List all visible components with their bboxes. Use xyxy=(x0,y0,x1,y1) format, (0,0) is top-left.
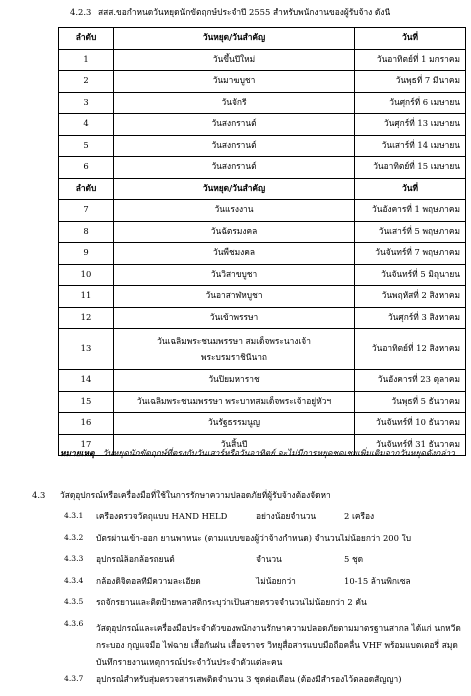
row-no: 17 xyxy=(59,434,114,456)
row-date: วันอาทิตย์ที่ 15 เมษายน xyxy=(355,157,466,179)
row-name: วันรัฐธรรมนูญ xyxy=(114,413,355,435)
table-row xyxy=(59,370,466,392)
item-text: วัสดุอุปกรณ์และเครื่องมือประจำตัวของพนักงานรักษาความปลอดภัยตามมาตรฐานสากล ได้แก่ นกหวีด กระบอง กุญแจมือ ไฟฉาย เสื้อกันฝน เสื้อจราจร วิทยุสื่อสารแบบมือถือคลื่น VHF พร้อมแบตเตอรี่ สมุดบันทึกรายงานเหตุการณ์ประจำวันประจำตัวแต่ละคน xyxy=(96,620,466,671)
header-name: วันหยุด/วันสำคัญ xyxy=(114,178,355,200)
row-no: 11 xyxy=(59,286,114,308)
row-name: วันปิยมหาราช xyxy=(114,370,355,392)
list-item xyxy=(64,675,466,696)
row-no: 15 xyxy=(59,391,114,413)
row-date: วันอังคารที่ 23 ตุลาคม xyxy=(355,370,466,392)
item-qualifier: อย่างน้อยจำนวน xyxy=(256,512,344,522)
item-qualifier: จำนวน xyxy=(256,555,344,565)
row-no: 10 xyxy=(59,264,114,286)
item-number: 4.3.3 xyxy=(64,555,94,564)
row-date: วันพุธที่ 5 ธันวาคม xyxy=(355,391,466,413)
list-item xyxy=(64,577,466,599)
row-date: วันจันทร์ที่ 31 ธันวาคม xyxy=(355,434,466,456)
row-name: วันสงกรานต์ xyxy=(114,114,355,136)
header-no: ลำดับ xyxy=(59,178,114,200)
item-quantity: 10-15 ล้านพิกเซล xyxy=(344,577,411,586)
table-row xyxy=(59,243,466,265)
table-row xyxy=(59,157,466,179)
table-row xyxy=(59,92,466,114)
header-no: ลำดับ xyxy=(59,28,114,50)
item-desc: อุปกรณ์ล็อกล้อรถยนต์ xyxy=(96,555,256,565)
item-number: 4.3.2 xyxy=(64,534,94,543)
table-row xyxy=(59,114,466,136)
table-row xyxy=(59,200,466,222)
holiday-table xyxy=(58,27,466,456)
header-date: วันที่ xyxy=(355,178,466,200)
table-row xyxy=(59,307,466,329)
list-item xyxy=(64,598,466,620)
row-date: วันพฤหัสที่ 2 สิงหาคม xyxy=(355,286,466,308)
row-no: 9 xyxy=(59,243,114,265)
equipment-list xyxy=(64,512,466,696)
table-row xyxy=(59,391,466,413)
section-heading xyxy=(32,491,468,501)
section-text: วัสดุอุปกรณ์หรือเครื่องมือที่ใช้ในการรักษาความปลอดภัยที่ผู้รับจ้างต้องจัดหา xyxy=(60,490,331,500)
caption-text: สสส.ขอกำหนดวันหยุดนักขัตฤกษ์ประจำปี 2555 สำหรับพนักงานของผู้รับจ้าง ดังนี้ xyxy=(98,8,390,17)
row-date: วันศุกร์ที่ 6 เมษายน xyxy=(355,92,466,114)
table-caption xyxy=(70,8,465,18)
row-no: 16 xyxy=(59,413,114,435)
list-item xyxy=(64,620,466,671)
item-text xyxy=(96,512,466,522)
table-header-row xyxy=(59,178,466,200)
row-date: วันพุธที่ 7 มีนาคม xyxy=(355,71,466,93)
row-name: วันอาสาฬหบูชา xyxy=(114,286,355,308)
row-date: วันอาทิตย์ที่ 1 มกราคม xyxy=(355,49,466,71)
note-label: หมายเหตุ xyxy=(60,448,94,458)
list-item xyxy=(64,555,466,577)
row-date: วันศุกร์ที่ 3 สิงหาคม xyxy=(355,307,466,329)
header-name: วันหยุด/วันสำคัญ xyxy=(114,28,355,50)
row-name-line: วันเฉลิมพระชนมพรรษา สมเด็จพระนางเจ้า xyxy=(119,333,349,349)
row-name: วันเข้าพรรษา xyxy=(114,307,355,329)
item-text xyxy=(96,555,466,565)
row-no: 7 xyxy=(59,200,114,222)
row-no: 8 xyxy=(59,221,114,243)
row-name: วันพืชมงคล xyxy=(114,243,355,265)
row-date: วันอังคารที่ 1 พฤษภาคม xyxy=(355,200,466,222)
table-row xyxy=(59,413,466,435)
table-row xyxy=(59,49,466,71)
row-no: 3 xyxy=(59,92,114,114)
row-no: 12 xyxy=(59,307,114,329)
row-name: วันแรงงาน xyxy=(114,200,355,222)
table-note xyxy=(60,445,464,462)
item-text xyxy=(96,577,466,587)
row-date: วันจันทร์ที่ 7 พฤษภาคม xyxy=(355,243,466,265)
row-name: วันฉัตรมงคล xyxy=(114,221,355,243)
row-date: วันจันทร์ที่ 5 มิถุนายน xyxy=(355,264,466,286)
row-date: วันอาทิตย์ที่ 12 สิงหาคม xyxy=(355,329,466,370)
row-date: วันเสาร์ที่ 14 เมษายน xyxy=(355,135,466,157)
item-quantity: 2 เครื่อง xyxy=(344,512,374,521)
item-qualifier: ไม่น้อยกว่า xyxy=(256,577,344,587)
table-row xyxy=(59,221,466,243)
row-no: 6 xyxy=(59,157,114,179)
item-desc: กล้องดิจิตอลที่มีความละเอียด xyxy=(96,577,256,587)
row-name: วันสงกรานต์ xyxy=(114,157,355,179)
list-item xyxy=(64,534,466,556)
row-date: วันศุกร์ที่ 13 เมษายน xyxy=(355,114,466,136)
row-date: วันเสาร์ที่ 5 พฤษภาคม xyxy=(355,221,466,243)
row-no: 2 xyxy=(59,71,114,93)
row-no: 4 xyxy=(59,114,114,136)
item-text: รถจักรยานและติดป้ายพลาสติกระบุว่าเป็นสายตรวจจำนวนไม่น้อยกว่า 2 คัน xyxy=(96,598,466,608)
row-name: วันวิสาขบูชา xyxy=(114,264,355,286)
item-number: 4.3.4 xyxy=(64,577,94,586)
row-name: วันขึ้นปีใหม่ xyxy=(114,49,355,71)
row-name: วันสงกรานต์ xyxy=(114,135,355,157)
row-no: 13 xyxy=(59,329,114,370)
row-name: วันสิ้นปี xyxy=(114,434,355,456)
item-desc: เครื่องตรวจวัตถุแบบ HAND HELD xyxy=(96,512,256,522)
item-number: 4.3.7 xyxy=(64,675,94,684)
table-header-row xyxy=(59,28,466,50)
row-name: วันเฉลิมพระชนมพรรษา พระบาทสมเด็จพระเจ้าอยู่หัวฯ xyxy=(114,391,355,413)
row-date: วันจันทร์ที่ 10 ธันวาคม xyxy=(355,413,466,435)
item-number: 4.3.6 xyxy=(64,620,94,629)
note-text: วันหยุดนักขัตฤกษ์ที่ตรงกับวันเสาร์หรือวันอาทิตย์ จะไม่มีการหยุดชดเชยเพิ่มเติมจากวันหยุดดังกล่าว xyxy=(102,448,454,458)
table-row xyxy=(59,264,466,286)
header-date: วันที่ xyxy=(355,28,466,50)
item-text: อุปกรณ์สำหรับสุ่มตรวจสารเสพติดจำนวน 3 ชุดต่อเดือน (ต้องมีสำรองไว้ตลอดสัญญา) xyxy=(96,675,466,685)
item-number: 4.3.5 xyxy=(64,598,94,607)
row-no: 14 xyxy=(59,370,114,392)
item-text: บัตรผ่านเข้า-ออก ยานพาหนะ (ตามแบบของผู้ว่าจ้างกำหนด) จำนวนไม่น้อยกว่า 200 ใบ xyxy=(96,534,466,544)
row-no: 5 xyxy=(59,135,114,157)
table-row xyxy=(59,135,466,157)
row-name-line: พระบรมราชินีนาถ xyxy=(119,349,349,365)
table-row xyxy=(59,286,466,308)
row-name xyxy=(114,329,355,370)
item-number: 4.3.1 xyxy=(64,512,94,521)
item-quantity: 5 ชุด xyxy=(344,555,363,564)
table-row xyxy=(59,329,466,370)
table-row xyxy=(59,71,466,93)
list-item xyxy=(64,512,466,534)
row-no: 1 xyxy=(59,49,114,71)
row-name: วันจักรี xyxy=(114,92,355,114)
section-number: 4.3 xyxy=(32,491,60,501)
caption-number: 4.2.3 xyxy=(70,8,98,18)
row-name: วันมาฆบูชา xyxy=(114,71,355,93)
